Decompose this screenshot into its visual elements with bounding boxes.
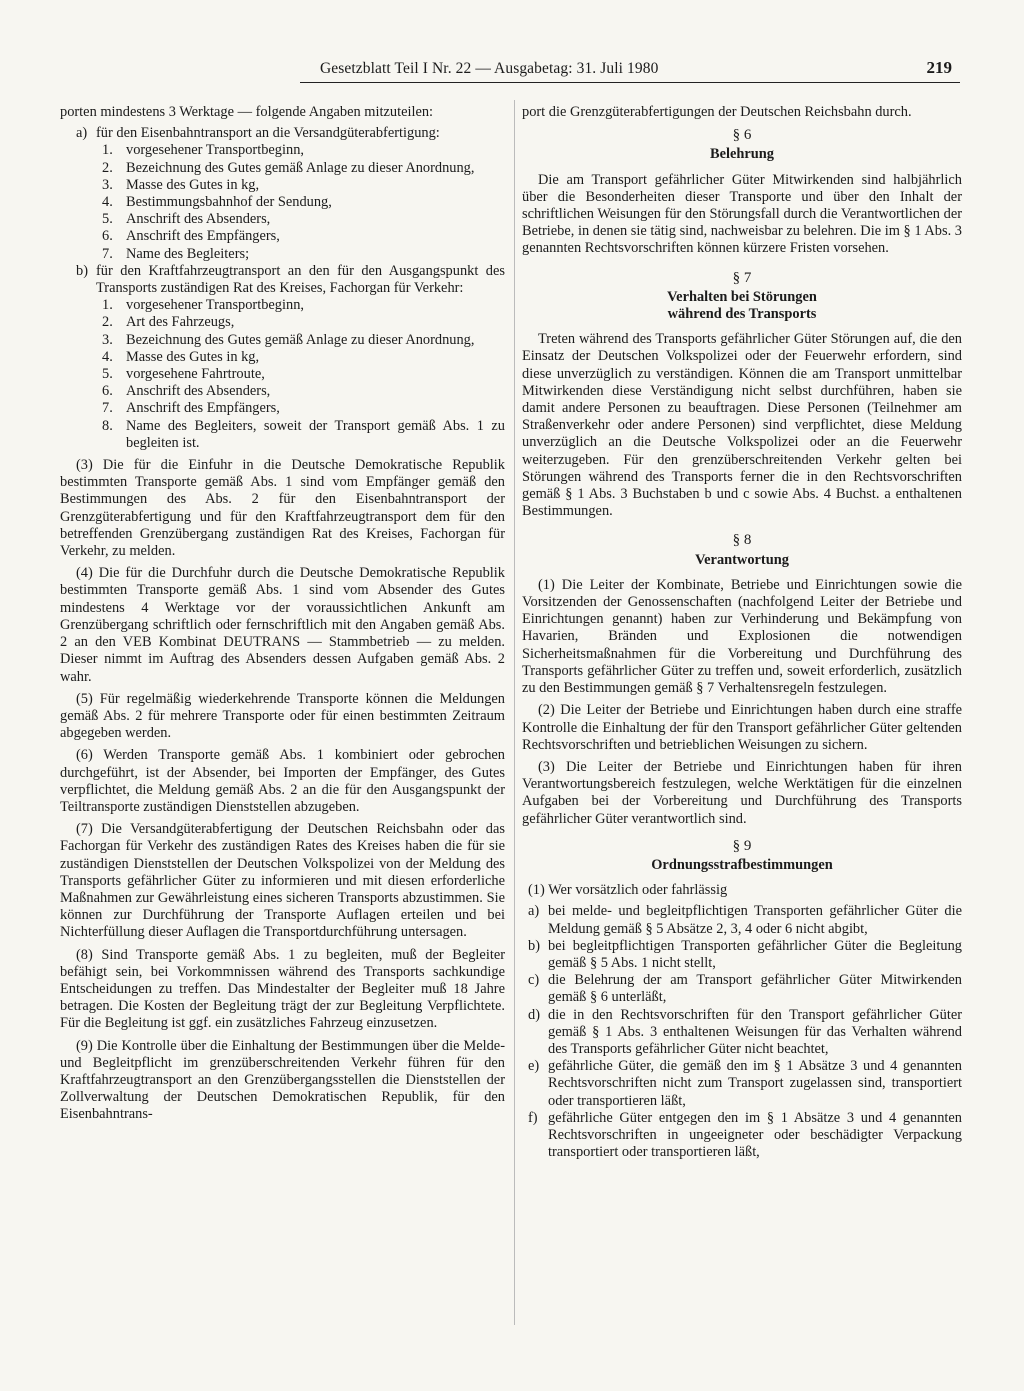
list-text: die in den Rechtsvorschriften für den Transport gefährlicher Güter gemäß § 1 Abs. 3 enthaltenen Weisungen für das Verhalten während des Transports gefährlicher Güter nicht beachtet,: [548, 1006, 962, 1057]
list-text: vorgesehener Transportbeginn,: [126, 297, 304, 314]
list-item: [60, 228, 505, 245]
list-text: bei begleitpflichtigen Transporten gefährlicher Güter die Begleitung gemäß § 5 Abs. 1 nicht stellt,: [548, 937, 962, 971]
section-7-title-line2: während des Transports: [667, 306, 817, 323]
list-number: 3.: [102, 331, 113, 348]
section-9-intro: (1) Wer vorsätzlich oder fahrlässig: [528, 882, 728, 899]
list-item: [60, 383, 505, 400]
list-number: 1.: [102, 142, 113, 159]
section-7-title-line1: Verhalten bei Störungen: [667, 288, 817, 305]
list-item: [60, 366, 505, 383]
list-number: 2.: [102, 314, 113, 331]
list-number: 1.: [102, 297, 113, 314]
list-text: Anschrift des Absenders,: [126, 383, 271, 400]
section-8-paragraph-1: (1) Die Leiter der Kombinate, Betriebe und Einrichtungen sowie die Vorsitzenden der Genossenschaften (nachfolgend Leiter der Betriebe und Einrichtungen genannt) haben zur Verhinderung und Bekämpfung von Havarien, Bränden und Explosionen die notwendigen Sicherheitsmaßnahmen für die Vorbereitung und Durchführung des Transports gefährlicher Güter zu treffen und, soweit erforderlich, zusätzlich zu den Bestimmungen gemäß § 7 Verhaltensregeln festzulegen.: [522, 576, 962, 697]
list-item-b: [60, 263, 505, 297]
list-item: [60, 400, 505, 417]
paragraph-4: (4) Die für die Durchfuhr durch die Deutsche Demokratische Republik bestimmten Transporte gemäß Abs. 1 sind vom Absender des Gutes mindestens 4 Werktage vor der voraussichtlichen Ankunft am Grenzübergang schriftlich oder fernschriftlich mit den Angaben gemäß Abs. 2 an den VEB Kombinat DEUTRANS — Stammbetrieb — zu melden. Dieser nimmt im Auftrag des Absenders dessen Aufgaben gemäß Abs. 2 wahr.: [60, 565, 505, 685]
list-item: [522, 938, 962, 972]
list-text: Art des Fahrzeugs,: [126, 314, 235, 331]
list-item: [60, 142, 505, 159]
list-item: [60, 418, 505, 452]
list-number: e): [528, 1058, 540, 1075]
list-number: 4.: [102, 348, 113, 365]
list-item: [60, 211, 505, 228]
list-item: [60, 160, 505, 177]
continued-text: port die Grenzgüterabfertigungen der Deutschen Reichsbahn durch.: [522, 104, 912, 120]
list-text: Masse des Gutes in kg,: [126, 176, 260, 193]
section-7-text: Treten während des Transports gefährlicher Güter Störungen auf, die den Einsatz der Deutschen Volkspolizei oder der Feuerwehr erfordern, sind diese unverzüglich zu verständigen. Können die am Transport unmittelbar Mitwirkenden diese Verständigung nicht selbst durchführen, haben sie damit andere Personen zu beauftragen. Diese Personen (Teilnehmer am Straßenverkehr oder andere Personen) sind verpflichtet, diese Meldung unverzüglich an die Deutsche Volkspolizei oder an die Feuerwehr weiterzugeben. Für den grenzüberschreitenden Verkehr gelten bei Störungen während des Transports ferner die in den Rechtsvorschriften gemäß § 1 Abs. 3 Buchstaben b und c sowie Abs. 4 Buchst. a enthaltenen Bestimmungen.: [522, 331, 962, 520]
list-item: [60, 314, 505, 331]
paragraph-5: (5) Für regelmäßig wiederkehrende Transporte können die Meldungen gemäß Abs. 2 für mehrere Transporte oder für einen bestimmten Zeitraum abgegeben werden.: [60, 690, 505, 742]
list-item: [522, 903, 962, 937]
list-item: [522, 1007, 962, 1059]
list-item: [60, 349, 505, 366]
list-text: Bestimmungsbahnhof der Sendung,: [126, 194, 332, 211]
b-sublist: [60, 297, 505, 452]
list-text: gefährliche Güter, die gemäß den im § 1 Absätze 3 und 4 genannten Rechtsvorschriften nicht zum Transport zugelassen sind, transportiert oder transportieren läßt,: [548, 1058, 962, 1109]
list-item-a: [60, 125, 505, 142]
list-item: [60, 194, 505, 211]
list-text: Bezeichnung des Gutes gemäß Anlage zu dieser Anordnung,: [126, 331, 475, 348]
section-7-number: § 7: [732, 269, 752, 286]
list-text: Anschrift des Empfängers,: [126, 228, 280, 245]
list-item: [522, 972, 962, 1006]
list-number: 5.: [102, 211, 113, 228]
page-header: [300, 58, 960, 83]
list-number: f): [528, 1109, 538, 1126]
section-8-title: Verantwortung: [695, 551, 789, 568]
section-8-paragraph-2: (2) Die Leiter der Betriebe und Einrichtungen haben durch eine straffe Kontrolle die Einhaltung der für den Transport gefährlicher Güter geltenden Rechtsvorschriften und betrieblichen Weisungen zu sichern.: [522, 702, 962, 753]
paragraph-9: (9) Die Kontrolle über die Einhaltung der Bestimmungen über die Melde- und Begleitpflicht im grenzüberschreitenden Verkehr führen für den Kraftfahrzeugtransport an den Grenzübergangsstellen die Dienststellen der Zollverwaltung der Deutschen Demokratischen Republik, für den Eisenbahntrans-: [60, 1037, 505, 1123]
list-number: 7.: [102, 400, 113, 417]
list-item: [522, 1110, 962, 1162]
page-number: 219: [926, 58, 952, 77]
section-8-paragraph-3: (3) Die Leiter der Betriebe und Einrichtungen haben für ihren Verantwortungsbereich festzulegen, welche Werktätigen für die einzelnen Aufgaben bei der Vorbereitung und Durchführung des Transports gefährlicher Güter verantwortlich sind.: [522, 758, 962, 827]
list-number: a): [528, 903, 540, 920]
list-text: vorgesehene Fahrtroute,: [126, 366, 265, 383]
list-number: 2.: [102, 159, 113, 176]
a-sublist: [60, 142, 505, 262]
list-text: gefährliche Güter entgegen den im § 1 Absätze 3 und 4 genannten Rechtsvorschriften in ungeeigneter oder beschädigter Verpackung transportiert oder transportieren läßt,: [548, 1109, 962, 1161]
header-title: Gesetzblatt Teil I Nr. 22 — Ausgabetag: 31. Juli 1980: [320, 60, 659, 77]
section-9-number: § 9: [732, 837, 752, 854]
list-number: 6.: [102, 228, 113, 245]
list-number: b): [528, 937, 540, 954]
list-label: a): [76, 125, 88, 142]
list-label: b): [76, 262, 88, 279]
list-item: [60, 246, 505, 263]
list-text: Name des Begleiters;: [126, 245, 250, 262]
paragraph-3: (3) Die für die Einfuhr in die Deutsche Demokratische Republik bestimmten Transporte gemäß Abs. 1 sind vom Empfänger gemäß den Bestimmungen des Abs. 2 für den Eisenbahntransport der Grenzgüterabfertigung und für den Kraftfahrzeugtransport dem für den betreffenden Grenzübergang zuständigen Rat des Kreises, Fachorgan für Verkehr, zu melden.: [60, 457, 505, 560]
list-text: bei melde- und begleitpflichtigen Transporten gefährlicher Güter die Meldung gemäß § 5 Absätze 2, 3, 4 oder 6 nicht abgibt,: [548, 903, 962, 937]
paragraph-8: (8) Sind Transporte gemäß Abs. 1 zu begleiten, muß der Begleiter befähigt sein, bei Vorkommnissen während des Transports sachkundige Entscheidungen zu treffen. Das Mindestalter der Begleiter muß 18 Jahre betragen. Die Kosten der Begleitung trägt der zur Begleitung Verpflichtete. Für die Begleitung ist ggf. ein zusätzliches Fahrzeug einzusetzen.: [60, 946, 505, 1032]
list-number: 3.: [102, 176, 113, 193]
right-column: [522, 104, 962, 1161]
list-text: die Belehrung der am Transport gefährlicher Güter Mitwirkenden gemäß § 6 unterläßt,: [548, 972, 962, 1006]
list-text: Anschrift des Absenders,: [126, 211, 271, 228]
list-text: Bezeichnung des Gutes gemäß Anlage zu dieser Anordnung,: [126, 159, 475, 176]
section-8-number: § 8: [732, 532, 752, 549]
list-text: vorgesehener Transportbeginn,: [126, 142, 304, 159]
section-9-list: [522, 903, 962, 1161]
list-number: 5.: [102, 366, 113, 383]
list-text: Masse des Gutes in kg,: [126, 348, 260, 365]
list-text: Anschrift des Empfängers,: [126, 400, 280, 417]
list-text: für den Eisenbahntransport an die Versandgüterabfertigung:: [96, 125, 440, 142]
list-text: Name des Begleiters, soweit der Transport gemäß Abs. 1 zu begleiten ist.: [126, 417, 505, 451]
paragraph-6: (6) Werden Transporte gemäß Abs. 1 kombiniert oder gebrochen durchgeführt, ist der Absender, bei Importen der Empfänger, des Gutes verpflichtet, die Meldung gemäß Abs. 2 an die für den Ausgangspunkt der Teiltransporte zuständigen Dienststellen abzugeben.: [60, 747, 505, 815]
list-number: c): [528, 972, 540, 989]
section-6-text: Die am Transport gefährlicher Güter Mitwirkenden sind halbjährlich über die Besonderheiten dieser Transporte und über den Inhalt der schriftlichen Weisungen für den Störungsfall durch die Verantwortlichen der Betriebe, in denen sie tätig sind, nachweisbar zu belehren. Die im § 1 Abs. 3 genannten Rechtsvorschriften können kürzere Fristen vorsehen.: [522, 171, 962, 257]
section-6-number: § 6: [732, 127, 752, 144]
left-column: [60, 104, 505, 1129]
list-number: 7.: [102, 245, 113, 262]
list-number: 8.: [102, 417, 113, 434]
section-6-title: Belehrung: [710, 146, 774, 163]
section-9-title: Ordnungsstrafbestimmungen: [651, 856, 833, 873]
list-item: [60, 297, 505, 314]
list-item: [60, 332, 505, 349]
intro-text: porten mindestens 3 Werktage — folgende Angaben mitzuteilen:: [60, 104, 434, 120]
list-text: für den Kraftfahrzeugtransport an den für den Ausgangspunkt des Transports zuständigen Rat des Kreises, Fachorgan für Verkehr:: [96, 262, 505, 297]
list-item: [60, 177, 505, 194]
list-number: 6.: [102, 383, 113, 400]
column-divider: [514, 100, 515, 1325]
paragraph-7: (7) Die Versandgüterabfertigung der Deutschen Reichsbahn oder das Fachorgan für Verkehr des zuständigen Rates des Kreises haben die für sie zuständigen Dienststellen der Deutschen Volkspolizei von der Meldung des Transports gefährlicher Güter zu informieren und mit diesen erforderliche Maßnahmen zur Gewährleistung eines sicheren Transports abzustimmen. Sie können zur Durchführung der Transporte Auflagen erteilen und bei Nichterfüllung dieser Auflagen die Transportdurchführung untersagen.: [60, 821, 505, 941]
list-number: d): [528, 1006, 540, 1023]
list-item: [522, 1058, 962, 1110]
list-number: 4.: [102, 194, 113, 211]
